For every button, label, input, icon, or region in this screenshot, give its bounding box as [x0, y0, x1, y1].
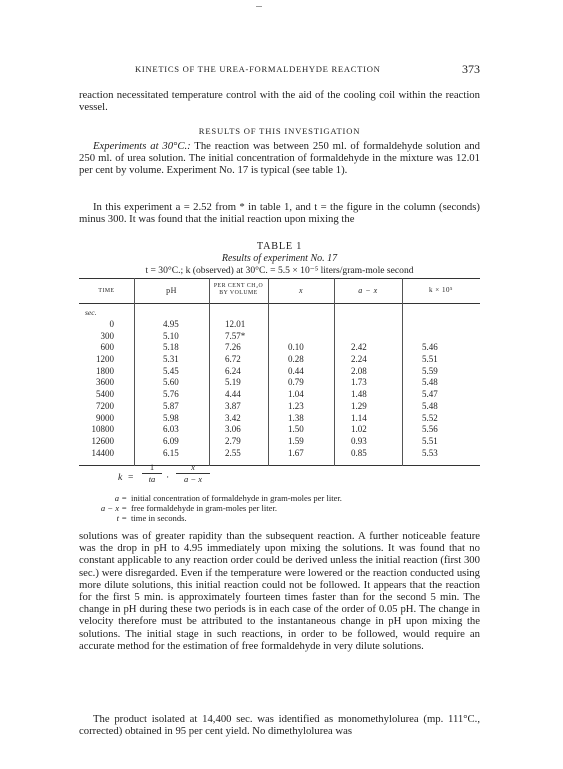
table-cell: 1200 — [96, 354, 114, 365]
table-cell: 1.67 — [288, 447, 304, 458]
table-cell: 5.47 — [422, 389, 438, 400]
table-cell: 1.29 — [351, 400, 367, 411]
definition-symbol: t = — [116, 512, 127, 523]
table-cell: 5.53 — [422, 447, 438, 458]
header-time: TIME — [98, 288, 115, 294]
table-cell: 1.02 — [351, 424, 367, 435]
definition-row — [79, 514, 480, 524]
column-ph — [163, 319, 179, 459]
header-ch2o — [209, 283, 268, 297]
table-cell: 5.18 — [163, 342, 179, 353]
scan-mark — [256, 6, 262, 7]
table-cell: 3600 — [96, 377, 114, 388]
results-table — [79, 278, 480, 466]
table-cell: 2.24 — [351, 354, 367, 365]
table-cell: 300 — [100, 330, 114, 341]
table-cell: 7.57* — [225, 330, 246, 341]
table-cell: 5.10 — [163, 330, 179, 341]
running-title: KINETICS OF THE UREA-FORMALDEHYDE REACTION — [135, 64, 381, 74]
table-divider — [134, 278, 135, 466]
table-cell — [422, 319, 438, 331]
column-x — [288, 319, 304, 459]
formula-k: k — [118, 472, 123, 483]
paragraph-discussion: solutions was of greater rapidity than the subsequent reaction. A further noticeable feature was the drop in pH to 4.95 immediately upon mixing the solutions. It was found that no constant applicable to any reaction order could be derived unless the initial reaction (first 300 sec.) were disregarded. Even if the temperature were lowered or the reaction conducted using more dilute solutions, this initial reaction could not be followed. It appears that the reaction for the first 5 min. is approximately fourteen times faster than for the second 5 min. The change in pH during these two periods is in each case of the order of 0.05 pH. The change in velocity therefore must be attributed to the instantaneous change in pH upon mixing the solutions. The initial stage in such reactions, in order to be followed, would require an accurate method for the estimation of free formaldehyde in very dilute solutions. — [79, 530, 480, 652]
column-k — [422, 319, 438, 459]
table-cell: 5.45 — [163, 365, 179, 376]
table-cell: 3.06 — [225, 424, 241, 435]
table-cell: 6.09 — [163, 435, 179, 446]
table-cell: 3.87 — [225, 400, 241, 411]
table-cell: 5.46 — [422, 342, 438, 353]
fraction-numerator: x — [191, 462, 195, 472]
definition-symbol: a − x = — [100, 502, 127, 513]
header-k: k × 10⁵ — [429, 286, 453, 294]
table-cell — [351, 319, 367, 331]
column-time — [79, 319, 114, 459]
table-cell: 5.98 — [163, 412, 179, 423]
table-cell: 14400 — [91, 447, 114, 458]
table-cell: 5.51 — [422, 435, 438, 446]
table-cell: 1.23 — [288, 400, 304, 411]
header-ph: pH — [166, 286, 177, 295]
column-ch2o — [225, 319, 245, 459]
fraction-numerator: 1 — [149, 462, 155, 472]
header-a-minus-x: a − x — [358, 286, 378, 295]
table-cell: 6.24 — [225, 365, 241, 376]
table-cell — [288, 331, 304, 343]
paragraph-experiment-note: In this experiment a = 2.52 from * in table 1, and t = the figure in the column (seconds) minus 300. It was found that the initial reaction upon mixing the — [79, 201, 480, 226]
formula-dot: · — [166, 472, 170, 483]
table-title: TABLE 1 — [256, 241, 303, 252]
table-cell: 5.56 — [422, 424, 438, 435]
table-cell: 1800 — [96, 365, 114, 376]
header-ch2o-line1: PER CENT CH₂O — [213, 283, 264, 289]
table-cell: 0.85 — [351, 447, 367, 458]
page-number: 373 — [462, 62, 480, 76]
column-a-minus-x — [351, 319, 367, 459]
table-cell: 4.95 — [163, 319, 179, 329]
table-cell: 1.59 — [288, 435, 304, 446]
table-cell: 5.87 — [163, 400, 179, 411]
table-cell: 5.48 — [422, 400, 438, 411]
fraction-denominator: a − x — [183, 474, 202, 484]
table-cell: 6.15 — [163, 447, 179, 458]
symbol-definitions — [79, 494, 480, 523]
table-divider — [209, 278, 210, 466]
table-cell: 5.19 — [225, 377, 241, 388]
table-cell: 0.79 — [288, 377, 304, 388]
table-cell: 5.59 — [422, 365, 438, 376]
table-cell — [422, 331, 438, 343]
table-cell: 2.79 — [225, 435, 241, 446]
formula-fraction-2 — [176, 463, 210, 484]
table-cell: 12.01 — [225, 319, 246, 329]
table-conditions: t = 30°C.; k (observed) at 30°C. = 5.5 × 10⁻⁵ liters/gram-mole second — [145, 265, 414, 276]
definition-text: free formaldehyde in gram-moles per liter. — [131, 502, 278, 513]
table-cell: 2.08 — [351, 365, 367, 376]
header-ch2o-line2: BY VOLUME — [219, 290, 258, 296]
table-cell: 1.14 — [351, 412, 367, 423]
table-cell: 9000 — [96, 412, 114, 423]
unit-seconds: sec. — [85, 308, 97, 317]
header-x: x — [298, 286, 304, 295]
definition-symbol: a = — [114, 493, 127, 503]
table-rule-top — [79, 278, 480, 279]
table-cell: 600 — [100, 342, 114, 353]
table-cell: 12600 — [91, 435, 114, 446]
table-cell: 5.52 — [422, 412, 438, 423]
table-divider — [402, 278, 403, 466]
table-cell: 1.04 — [288, 389, 304, 400]
paragraph-product: The product isolated at 14,400 sec. was identified as monomethylolurea (mp. 111°C., corrected) obtained in 95 per cent yield. No dimethylolurea was — [79, 713, 480, 738]
formula-fraction-1 — [142, 463, 162, 484]
table-cell: 2.55 — [225, 447, 241, 458]
definition-text: initial concentration of formaldehyde in gram-moles per liter. — [131, 493, 342, 503]
table-cell: 1.38 — [288, 412, 304, 423]
table-cell: 6.72 — [225, 354, 241, 365]
table-divider — [268, 278, 269, 466]
table-cell: 0.10 — [288, 342, 304, 353]
paragraph-body: The reaction was between 250 ml. of formaldehyde solution and 250 ml. of urea solution. The initial concentration of formaldehyde in the mixture was 12.01 per cent by volume. Experiment No. 17 is typical (see table 1). — [79, 140, 480, 177]
table-subtitle: Results of experiment No. 17 — [221, 253, 338, 264]
running-header — [80, 64, 480, 78]
table-cell: 7.26 — [225, 342, 241, 353]
table-cell — [351, 331, 367, 343]
table-cell: 1.48 — [351, 389, 367, 400]
table-cell: 7200 — [96, 400, 114, 411]
table-cell: 1.73 — [351, 377, 367, 388]
table-divider — [334, 278, 335, 466]
paragraph-experiments — [79, 140, 480, 177]
table-cell: 2.42 — [351, 342, 367, 353]
table-cell: 0.93 — [351, 435, 367, 446]
definition-text: time in seconds. — [131, 512, 187, 523]
paragraph-lead: Experiments at 30°C.: — [93, 140, 191, 152]
table-cell: 5400 — [96, 389, 114, 400]
table-cell: 5.31 — [163, 354, 179, 365]
table-cell: 5.76 — [163, 389, 179, 400]
table-cell: 3.42 — [225, 412, 241, 423]
table-cell: 6.03 — [163, 424, 179, 435]
table-cell: 1.50 — [288, 424, 304, 435]
table-cell — [288, 319, 304, 331]
table-cell: 5.48 — [422, 377, 438, 388]
table-cell: 4.44 — [225, 389, 241, 400]
table-cell: 0.28 — [288, 354, 304, 365]
rate-formula — [118, 463, 238, 491]
table-cell: 5.60 — [163, 377, 179, 388]
table-rule-header — [79, 303, 480, 304]
paragraph-intro: reaction necessitated temperature control with the aid of the cooling coil within the reaction vessel. — [79, 89, 480, 114]
section-heading: RESULTS OF THIS INVESTIGATION — [198, 126, 361, 136]
table-cell: 10800 — [91, 424, 114, 435]
table-cell: 0 — [109, 319, 114, 329]
formula-equals: = — [128, 472, 134, 483]
table-cell: 0.44 — [288, 365, 304, 376]
table-cell: 5.51 — [422, 354, 438, 365]
fraction-denominator: ta — [148, 474, 156, 484]
